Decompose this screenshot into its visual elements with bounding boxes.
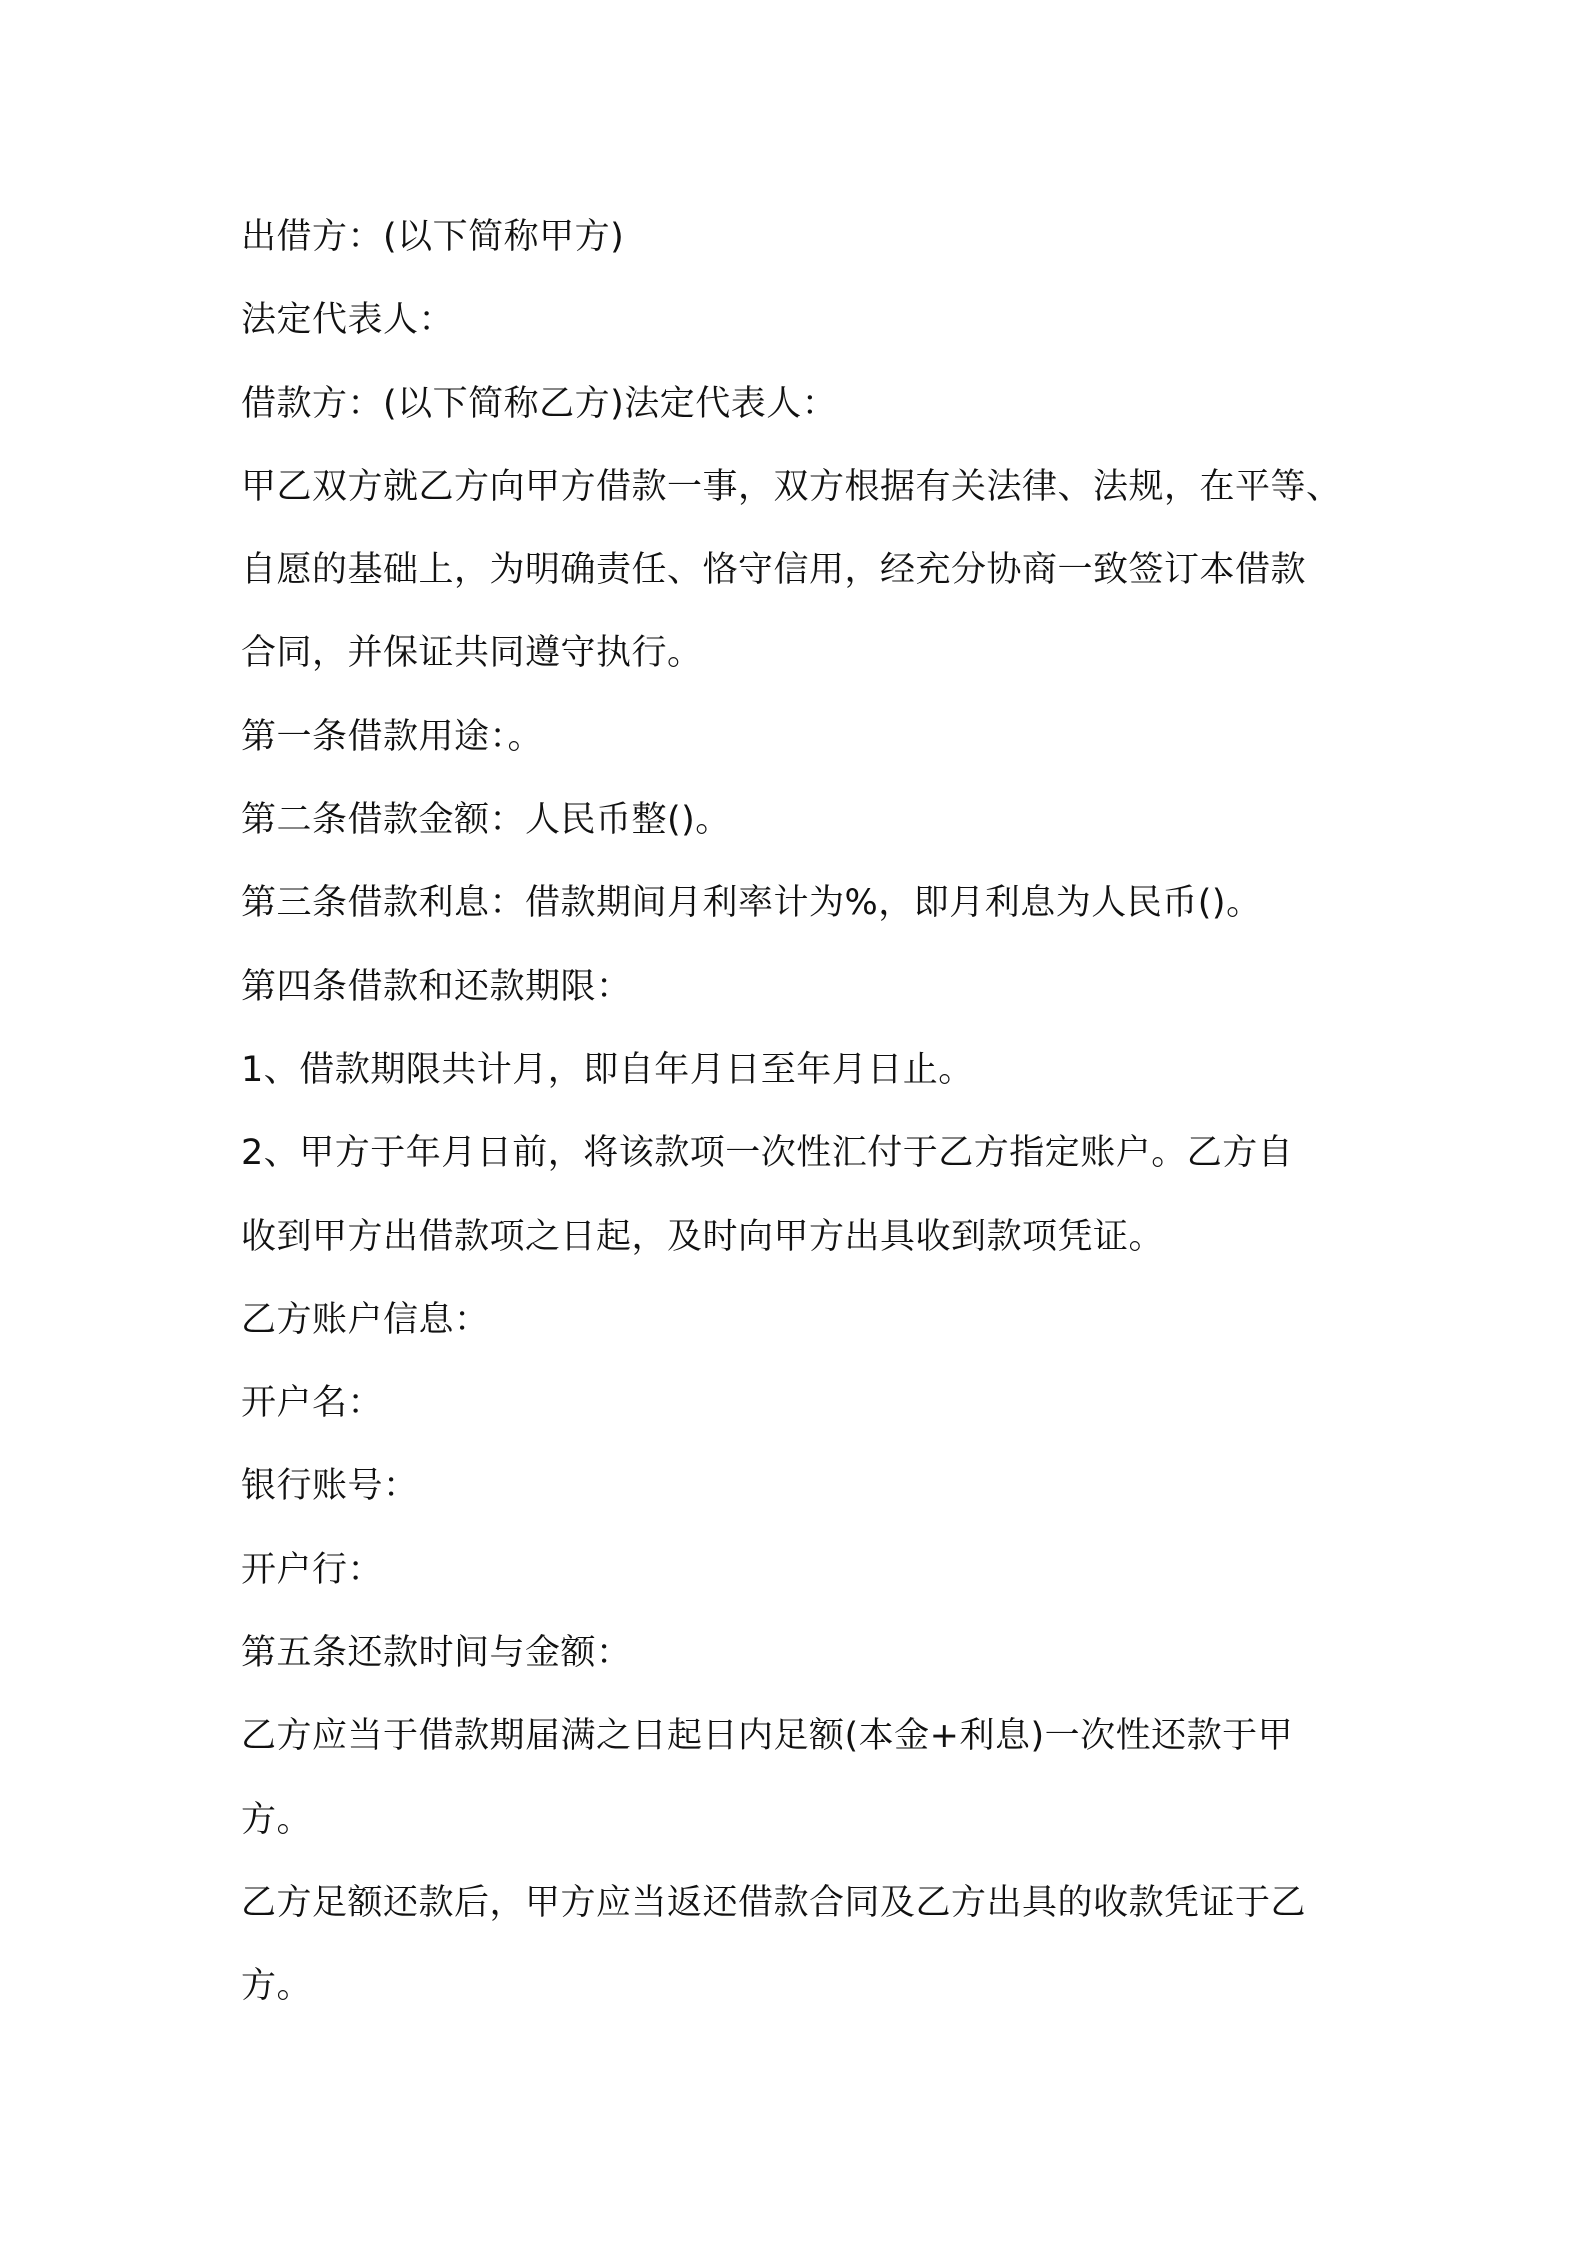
article-4-item-2-line-2: 收到甲方出借款项之日起，及时向甲方出具收到款项凭证。 (241, 1216, 1165, 1257)
article-5-text-2-line-1: 乙方足额还款后，甲方应当返还借款合同及乙方出具的收款凭证于乙 (241, 1882, 1307, 1923)
article-5-text-1-line-1: 乙方应当于借款期届满之日起日内足额(本金+利息)一次性还款于甲 (241, 1716, 1294, 1757)
lender-line: 出借方：(以下简称甲方) (241, 217, 625, 257)
borrower-line: 借款方：(以下简称乙方)法定代表人： (241, 383, 838, 424)
article-4-item-2-line-1: 2、甲方于年月日前，将该款项一次性汇付于乙方指定账户。乙方自 (241, 1133, 1294, 1174)
account-name-line: 开户名： (241, 1383, 384, 1424)
article-2-amount: 第二条借款金额：人民币整()。 (241, 800, 731, 841)
preamble-line-1: 甲乙双方就乙方向甲方借款一事，双方根据有关法律、法规，在平等、 (241, 466, 1342, 507)
article-4-heading: 第四条借款和还款期限： (241, 966, 632, 1007)
opening-bank-line: 开户行： (241, 1549, 384, 1590)
account-info-heading: 乙方账户信息： (241, 1299, 490, 1340)
lender-representative-line: 法定代表人： (241, 300, 455, 341)
article-5-text-2-line-2: 方。 (241, 1966, 313, 2007)
article-4-item-1: 1、借款期限共计月，即自年月日至年月日止。 (241, 1049, 974, 1090)
bank-account-number-line: 银行账号： (241, 1466, 419, 1507)
article-1-purpose: 第一条借款用途：。 (241, 716, 544, 757)
preamble-line-3: 合同，并保证共同遵守执行。 (241, 633, 703, 674)
article-3-interest: 第三条借款利息：借款期间月利率计为%，即月利息为人民币()。 (241, 883, 1262, 924)
article-5-heading: 第五条还款时间与金额： (241, 1633, 632, 1674)
preamble-line-2: 自愿的基础上，为明确责任、恪守信用，经充分协商一致签订本借款 (241, 550, 1307, 591)
document-body (241, 196, 1381, 2029)
article-5-text-1-line-2: 方。 (241, 1799, 313, 1840)
